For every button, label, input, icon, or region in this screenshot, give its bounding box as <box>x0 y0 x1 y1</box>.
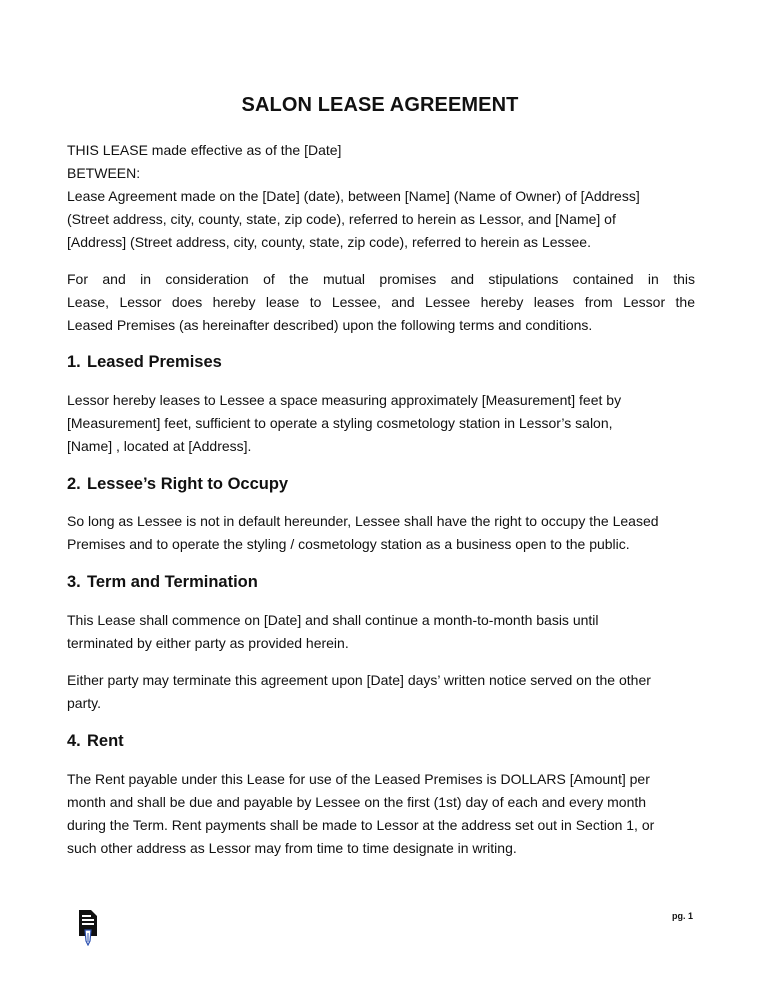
section-paragraph <box>67 510 695 556</box>
paragraph-line: Lessor hereby leases to Lessee a space measuring approximately [Measurement] feet by <box>67 392 622 408</box>
section-number: 3. <box>67 573 81 591</box>
section-paragraph <box>67 389 695 458</box>
intro-line: THIS LEASE made effective as of the [Date] <box>67 142 342 158</box>
section-heading <box>67 573 258 592</box>
paragraph-line: This Lease shall commence on [Date] and shall continue a month-to-month basis until <box>67 612 599 628</box>
paragraph-line: terminated by either party as provided herein. <box>67 635 349 651</box>
section-number: 2. <box>67 475 81 493</box>
section-title: Rent <box>87 732 124 750</box>
consideration-line: Leased Premises (as hereinafter described) upon the following terms and conditions. <box>67 317 593 333</box>
paragraph-line: during the Term. Rent payments shall be made to Lessor at the address set out in Section 1, or <box>67 817 655 833</box>
section-title: Lessee’s Right to Occupy <box>87 475 289 493</box>
section-paragraph <box>67 669 695 715</box>
section-heading <box>67 353 222 372</box>
page-number: pg. 1 <box>671 911 693 921</box>
paragraph-line: such other address as Lessor may from time to time designate in writing. <box>67 840 517 856</box>
section-title: Leased Premises <box>87 353 222 371</box>
section-paragraph <box>67 768 695 860</box>
intro-line: Lease Agreement made on the [Date] (date), between [Name] (Name of Owner) of [Address] <box>67 188 640 204</box>
section-number: 1. <box>67 353 81 371</box>
paragraph-line: Premises and to operate the styling / cosmetology station as a business open to the public. <box>67 536 630 552</box>
consideration-paragraph <box>67 268 695 337</box>
paragraph-line: So long as Lessee is not in default hereunder, Lessee shall have the right to occupy the Leased <box>67 513 659 529</box>
section-heading <box>67 732 124 751</box>
paragraph-line: The Rent payable under this Lease for use of the Leased Premises is DOLLARS [Amount] per <box>67 771 650 787</box>
section-paragraph <box>67 609 695 655</box>
paragraph-line: month and shall be due and payable by Lessee on the first (1st) day of each and every month <box>67 794 647 810</box>
paragraph-line: Either party may terminate this agreement upon [Date] days’ written notice served on the other <box>67 672 651 688</box>
intro-line: (Street address, city, county, state, zip code), referred to herein as Lessor, and [Name] of <box>67 211 616 227</box>
consideration-line: Lease, Lessor does hereby lease to Lessee, and Lessee hereby leases from Lessor the <box>67 294 695 310</box>
section-number: 4. <box>67 732 81 750</box>
paragraph-line: [Name] , located at [Address]. <box>67 438 252 454</box>
pen-document-icon <box>77 908 101 946</box>
document-title: SALON LEASE AGREEMENT <box>241 94 519 116</box>
intro-line: [Address] (Street address, city, county, state, zip code), referred to herein as Lessee. <box>67 234 591 250</box>
section-title: Term and Termination <box>87 573 258 591</box>
section-heading <box>67 475 288 494</box>
paragraph-line: [Measurement] feet, sufficient to operate a styling cosmetology station in Lessor’s salon, <box>67 415 613 431</box>
paragraph-line: party. <box>67 695 101 711</box>
intro-line: BETWEEN: <box>67 165 141 181</box>
consideration-line: For and in consideration of the mutual promises and stipulations contained in this <box>67 271 695 287</box>
intro-block <box>67 139 695 254</box>
